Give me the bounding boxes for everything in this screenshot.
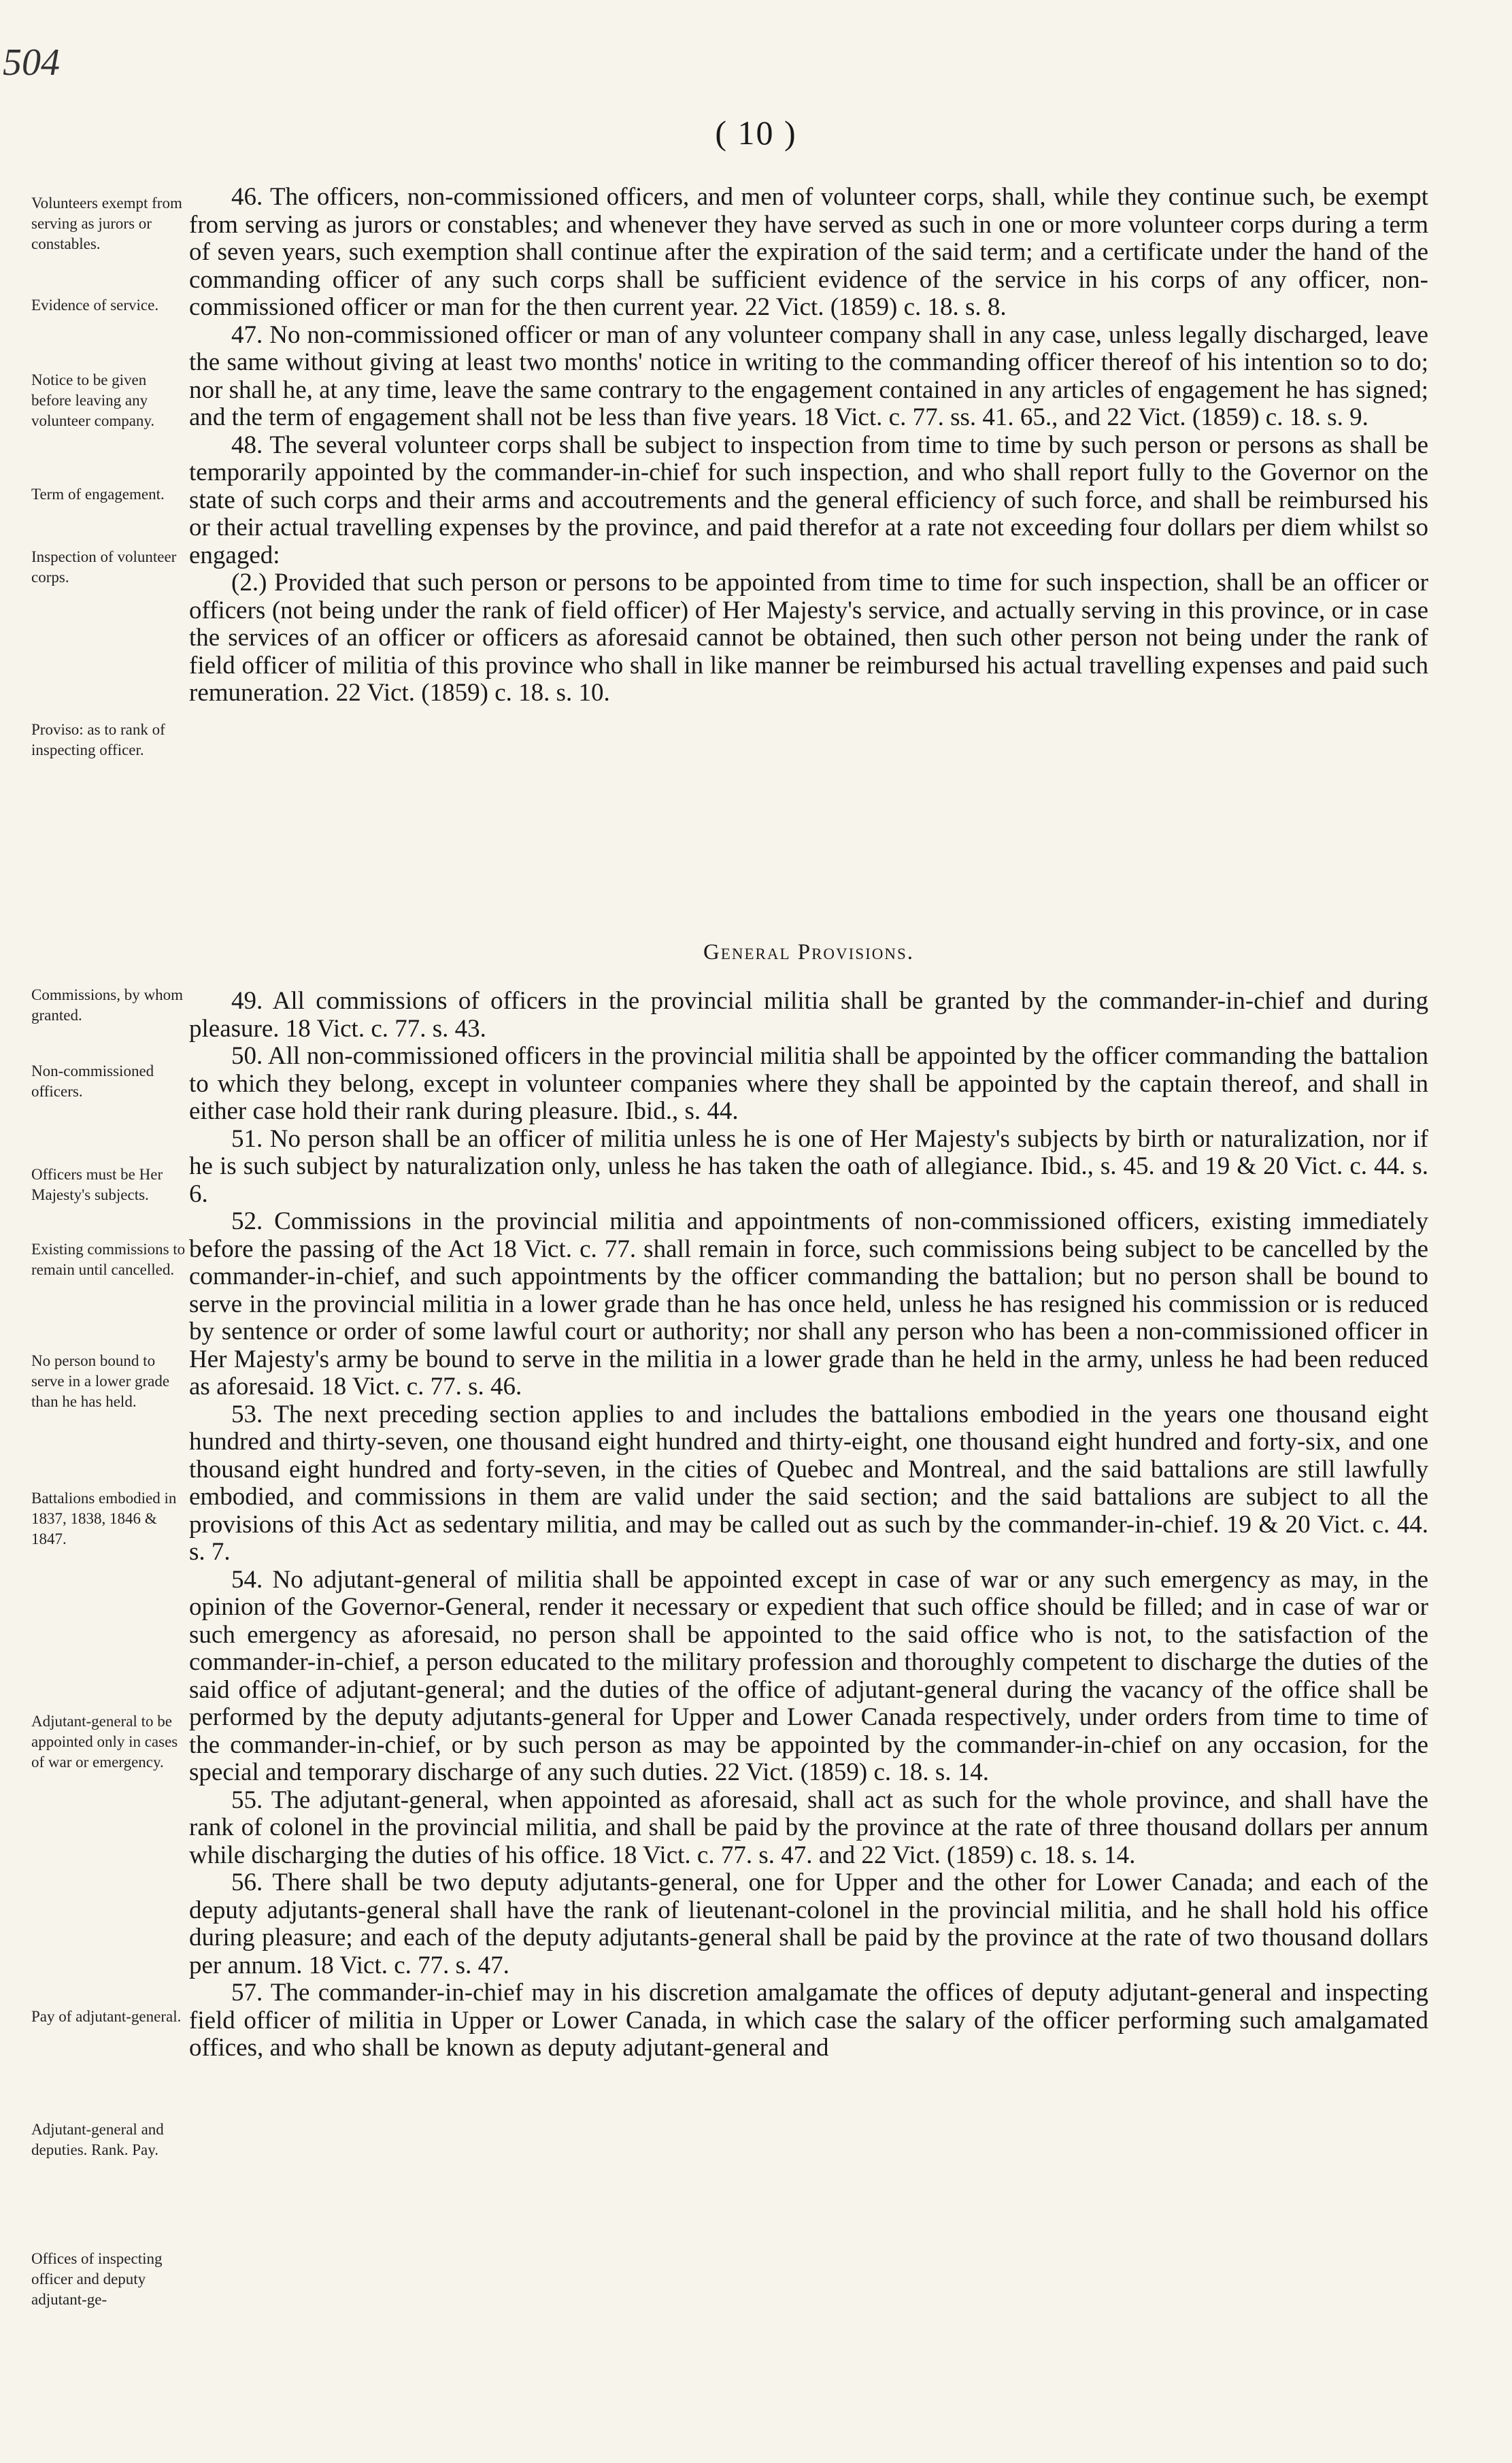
margin-note: Adjutant-general to be appointed only in cases of war or emergency. [31, 1713, 178, 1771]
margin-note: Inspection of volunteer corps. [31, 548, 177, 586]
page-mark: 504 [3, 41, 60, 84]
margin-note: Pay of adjutant-general. [31, 2008, 182, 2025]
paragraph: 53. The next preceding section applies to and includes the battalions embodied in the years one thousand eight hundred and thirty-seven, one thousand eight hundred and thirty-eight, one thousand eight hundred and forty-six, and one thousand eight hundred and forty-seven, in the cities of Quebec and Montreal, and the said battalions are still lawfully embodied, and commissions in them are valid under the said section; and the said battalions are subject to all the provisions of this Act as sedentary militia, and may be called out as such by the commander-in-chief. 19 & 20 Vict. c. 44. s. 7. [189, 1400, 1428, 1566]
paragraph: 47. No non-commissioned officer or man of any volunteer company shall in any case, unless legally discharged, leave the same without giving at least two months' notice in writing to the commanding officer thereof of his intention so to do; nor shall he, at any time, leave the same contrary to the engagement contained in any articles of engagement he has signed; and the term of engagement shall not be less than five years. 18 Vict. c. 77. ss. 41. 65., and 22 Vict. (1859) c. 18. s. 9. [189, 320, 1428, 431]
paragraph: (2.) Provided that such person or persons to be appointed from time to time for such inspection, shall be an officer or officers (not being under the rank of field officer) of Her Majesty's service, and actually serving in this province, or in case the services of an officer or officers as aforesaid cannot be obtained, then such other person not being under the rank of field officer of militia of this province who shall in like manner be reimbursed his actual travelling expenses and paid such remuneration. 22 Vict. (1859) c. 18. s. 10. [189, 569, 1428, 707]
margin-note: Proviso: as to rank of inspecting officer. [31, 721, 165, 758]
body-section-volunteers [189, 184, 1428, 707]
margin-note: Volunteers exempt from serving as jurors or constables. [31, 195, 182, 252]
margin-note: Officers must be Her Majesty's subjects. [31, 1166, 163, 1203]
paragraph: 46. The officers, non-commissioned officers, and men of volunteer corps, shall, while they continue such, be exempt from serving as jurors or constables; and whenever they have served as such in one or more volunteer corps during a term of seven years, such exemption shall continue after the expiration of the said term; and a certificate under the hand of the commanding officer of any such corps shall be sufficient evidence of the service in his corps of any officer, non-commissioned officer or man for the then current year. 22 Vict. (1859) c. 18. s. 8. [189, 183, 1428, 321]
margin-note: Offices of inspecting officer and deputy adjutant-ge- [31, 2250, 163, 2308]
margin-note: Adjutant-general and deputies. Rank. Pay. [31, 2121, 164, 2158]
margin-note: Non-commissioned officers. [31, 1062, 154, 1100]
paragraph: 51. No person shall be an officer of militia unless he is one of Her Majesty's subjects by birth or naturalization, nor if he is such subject by naturalization only, unless he has taken the oath of allegiance. Ibid., s. 45. and 19 & 20 Vict. c. 44. s. 6. [189, 1124, 1428, 1208]
margin-note: Battalions embodied in 1837, 1838, 1846 & 1847. [31, 1490, 177, 1547]
paragraph: 48. The several volunteer corps shall be subject to inspection from time to time by such person or persons as shall be temporarily appointed by the commander-in-chief for such inspection, and who shall report fully to the Governor on the state of such corps and their arms and accoutrements and the general efficiency of such force, and shall be reimbursed his or their actual travelling expenses by the province, and paid therefor at a rate not exceeding four dollars per diem whilst so engaged: [189, 431, 1428, 569]
margin-note: Commissions, by whom granted. [31, 986, 184, 1024]
margin-note: Notice to be given before leaving any volunteer company. [31, 371, 155, 429]
section-heading: General Provisions. [703, 940, 915, 965]
margin-note: Term of engagement. [31, 486, 165, 503]
paragraph: 52. Commissions in the provincial militia and appointments of non-commissioned officers, existing immediately before the passing of the Act 18 Vict. c. 77. shall remain in force, such commissions being subject to be cancelled by the commander-in-chief, and such appointments by the officer commanding the battalion; but no person shall be bound to serve in the provincial militia in a lower grade than he has once held, unless he has resigned his commission or is reduced by sentence or order of some lawful court or authority; nor shall any person who has been a non-commissioned officer in Her Majesty's army be bound to serve in the militia in a lower grade than he held in the army, unless he had been reduced as aforesaid. 18 Vict. c. 77. s. 46. [189, 1207, 1428, 1401]
body-section-general-provisions [189, 988, 1428, 2062]
margin-note: Existing commissions to remain until cancelled. [31, 1241, 186, 1278]
paragraph: 55. The adjutant-general, when appointed as aforesaid, shall act as such for the whole province, and shall have the rank of colonel in the provincial militia, and shall be paid by the province at the rate of three thousand dollars per annum while discharging the duties of his office. 18 Vict. c. 77. s. 47. and 22 Vict. (1859) c. 18. s. 14. [189, 1786, 1428, 1869]
paragraph: 49. All commissions of officers in the provincial militia shall be granted by the commander-in-chief and during pleasure. 18 Vict. c. 77. s. 43. [189, 987, 1428, 1043]
margin-note: Evidence of service. [31, 297, 159, 314]
paragraph: 50. All non-commissioned officers in the provincial militia shall be appointed by the officer commanding the battalion to which they belong, except in volunteer companies where they shall be appointed by the captain thereof, and shall in either case hold their rank during pleasure. Ibid., s. 44. [189, 1042, 1428, 1125]
paragraph: 54. No adjutant-general of militia shall be appointed except in case of war or any such emergency as may, in the opinion of the Governor-General, render it necessary or expedient that such office should be filled; and in case of war or such emergency as aforesaid, no person shall be appointed to the said office who is not, to the satisfaction of the commander-in-chief, a person educated to the military profession and thoroughly competent to discharge the duties of the said office of adjutant-general; and the duties of the office of adjutant-general during the vacancy of the office shall be performed by the deputy adjutants-general for Upper and Lower Canada respectively, under orders from time to time of the commander-in-chief, or by such person as may be appointed by the commander-in-chief on any occasion, for the special and temporary discharge of any such duties. 22 Vict. (1859) c. 18. s. 14. [189, 1565, 1428, 1786]
paragraph: 57. The commander-in-chief may in his discretion amalgamate the offices of deputy adjutant-general and inspecting field officer of militia in Upper or Lower Canada, in which case the salary of the officer performing such amalgamated offices, and who shall be known as deputy adjutant-general and [189, 1979, 1428, 2062]
margin-note: No person bound to serve in a lower grade than he has held. [31, 1352, 170, 1410]
page-number: ( 10 ) [715, 114, 797, 152]
paragraph: 56. There shall be two deputy adjutants-general, one for Upper and the other for Lower Canada; and each of the deputy adjutants-general shall have the rank of lieutenant-colonel in the provincial militia, and he shall hold his office during pleasure; and each of the deputy adjutants-general shall be paid by the province at the rate of two thousand dollars per annum. 18 Vict. c. 77. s. 47. [189, 1869, 1428, 1979]
